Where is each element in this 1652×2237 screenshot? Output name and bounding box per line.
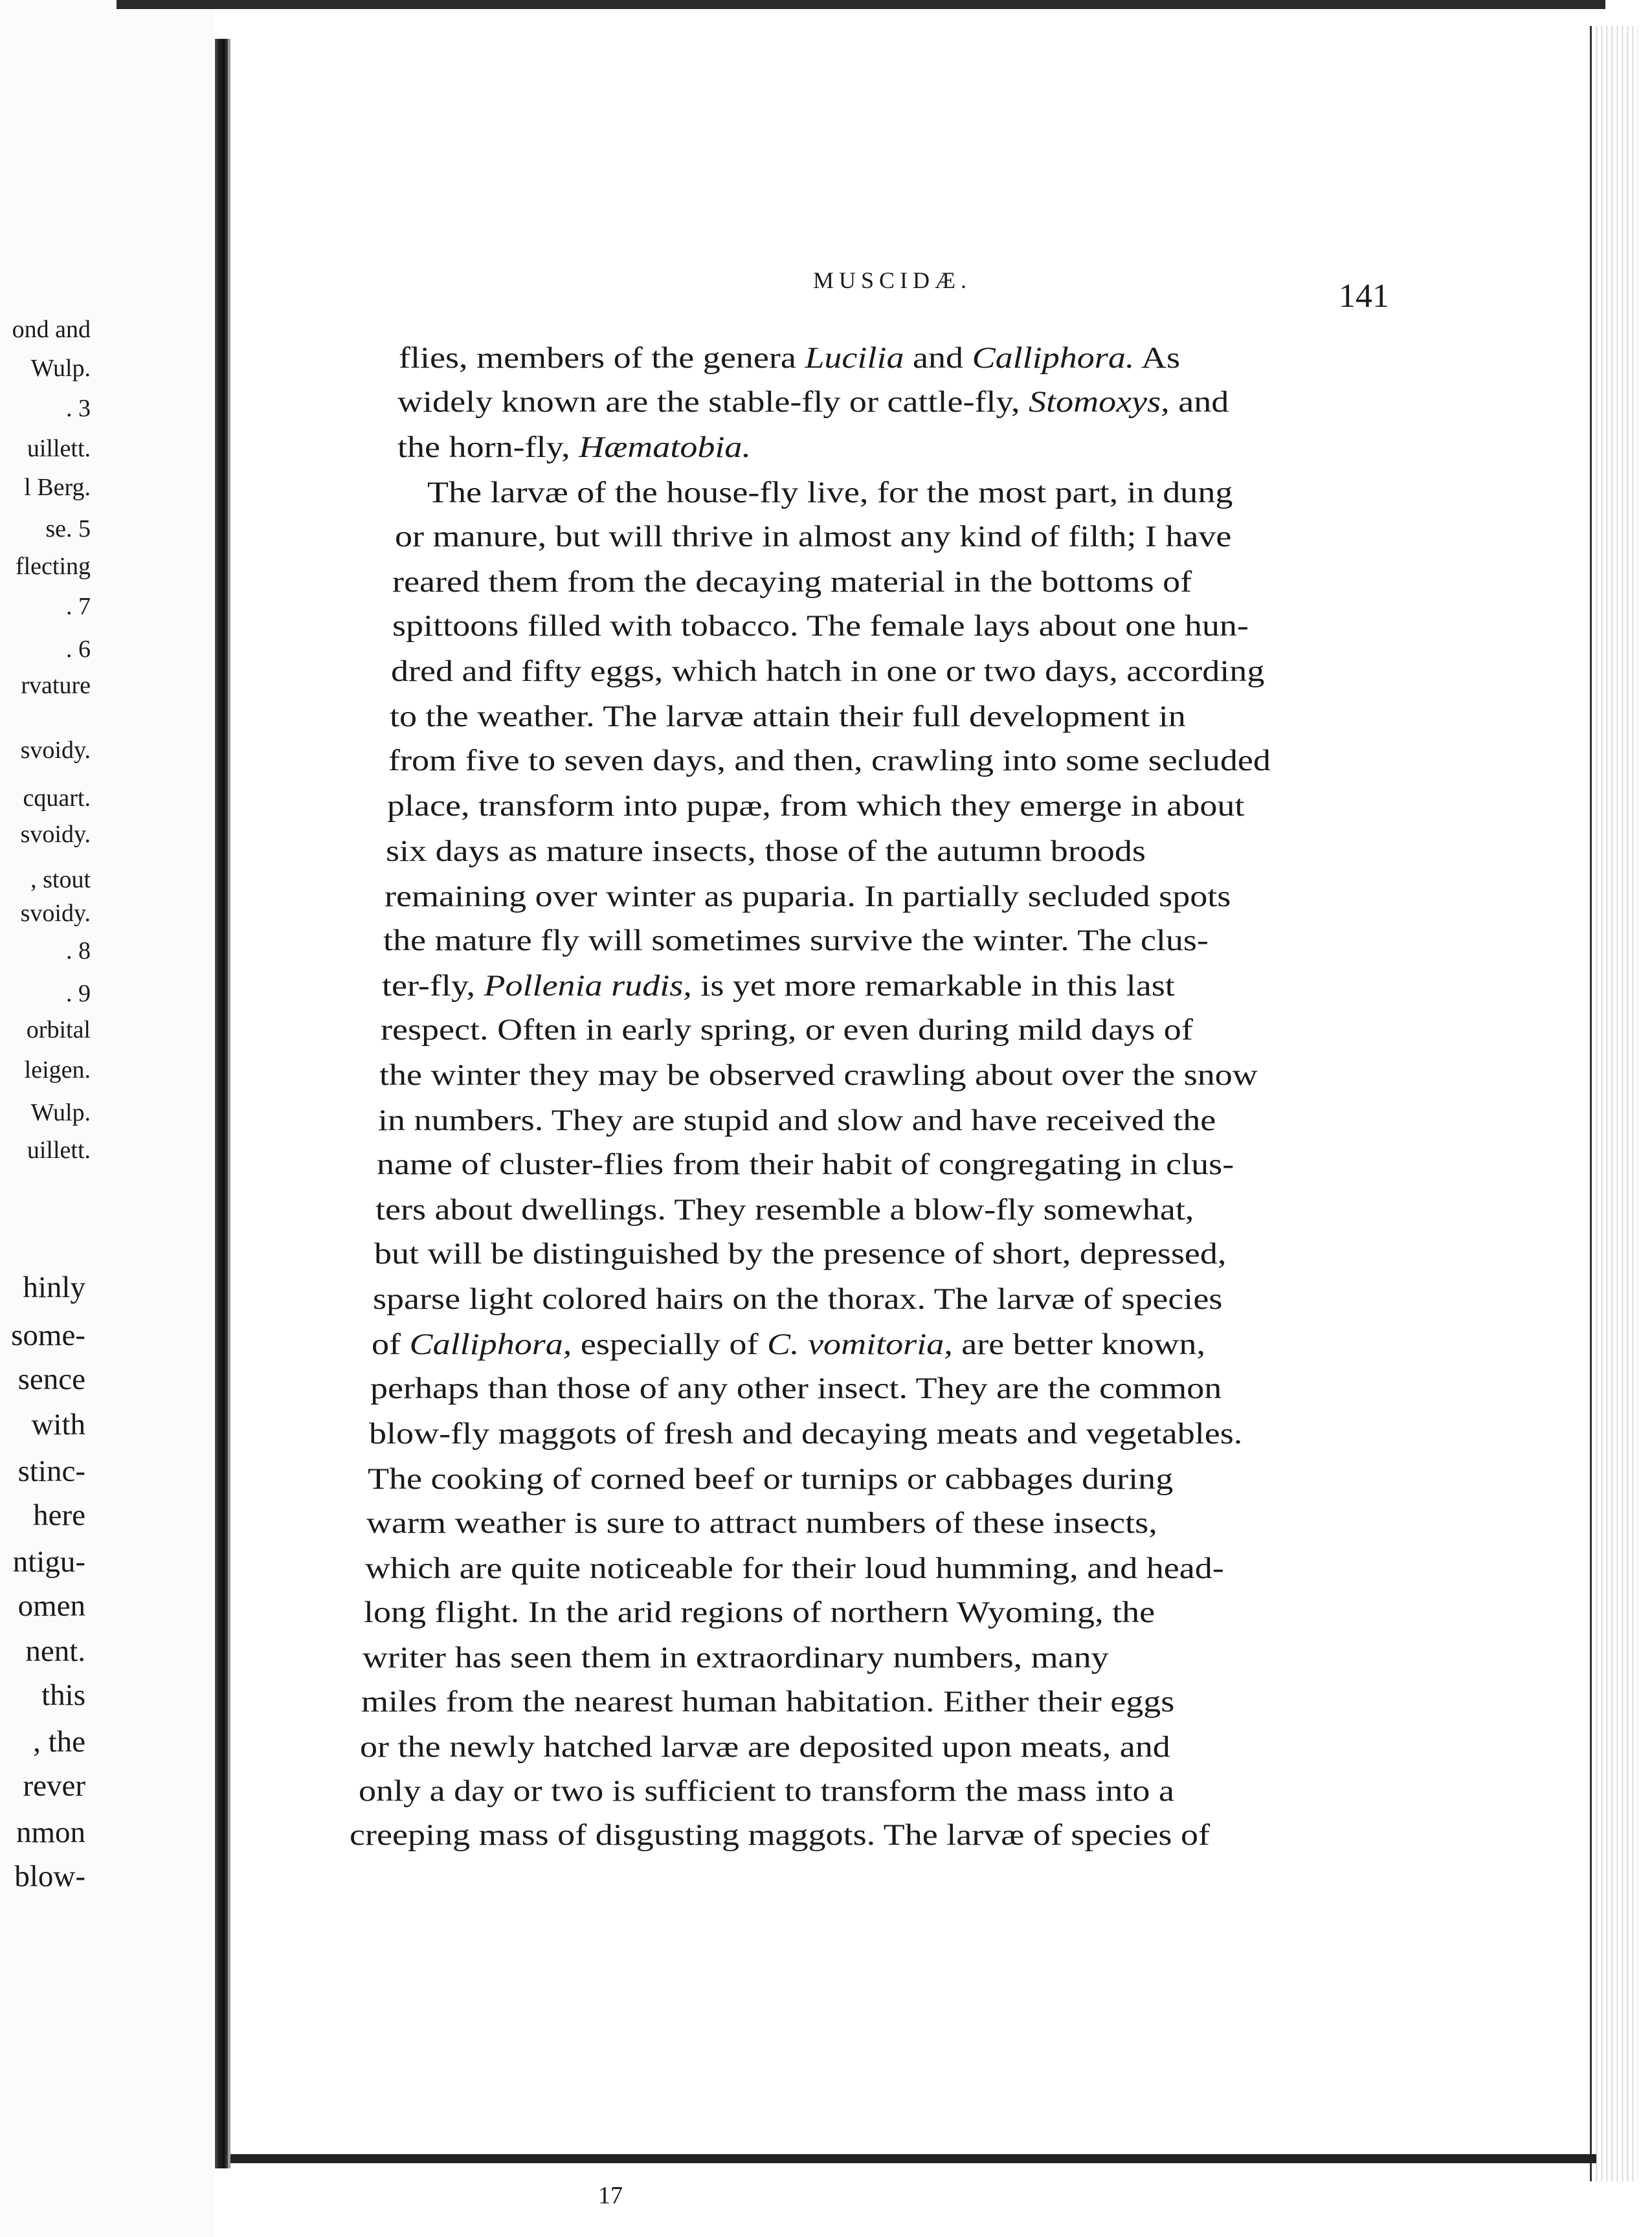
running-head: MUSCIDÆ. [813,267,972,293]
text-line: flies, members of the genera Lucilia and Calliphora. As [399,341,1180,375]
facing-page-line: this [41,1678,85,1712]
facing-page-line: nent. [25,1634,85,1668]
facing-page-line: flecting [15,553,91,580]
text-line: ters about dwellings. They resemble a blow-fly somewhat, [375,1193,1194,1227]
text-line: widely known are the stable-fly or cattle-fly, Stomoxys, and [397,385,1229,419]
facing-page-line: rvature [21,672,91,699]
signature-mark: 17 [598,2182,623,2209]
text-line: creeping mass of disgusting maggots. The larvæ of species of [350,1818,1210,1852]
facing-page-line: nmon [16,1816,85,1849]
facing-page-line: . 9 [66,980,91,1007]
text-line: long flight. In the arid regions of northern Wyoming, the [364,1596,1155,1629]
facing-page-line: , stout [30,866,91,893]
facing-page-line: hinly [23,1271,85,1304]
facing-page-line: some- [11,1319,85,1352]
facing-page-line: sence [17,1363,85,1396]
facing-page-line: leigen. [24,1056,91,1084]
facing-page-line: cquart. [23,785,91,812]
facing-page-line: with [31,1408,85,1441]
text-line: six days as mature insects, those of the autumn broods [386,834,1146,868]
text-line: but will be distinguished by the presence of short, depressed, [374,1237,1227,1271]
text-line: writer has seen them in extraordinary numbers, many [363,1641,1109,1675]
text-line: warm weather is sure to attract numbers of these insects, [366,1506,1157,1540]
bottom-scan-edge [230,2154,1596,2163]
text-line: respect. Often in early spring, or even during mild days of [381,1013,1193,1047]
text-line: blow-fly maggots of fresh and decaying meats and vegetables. [369,1417,1243,1451]
facing-page-line: uillett. [27,435,91,462]
facing-page-line: Wulp. [30,355,91,382]
top-scan-edge [117,0,1605,9]
facing-page-line: ond and [12,316,91,343]
facing-page-line: blow- [14,1860,85,1893]
facing-page-line: . 6 [66,636,91,663]
page-stack-edge [1592,26,1638,2181]
text-line: dred and fifty eggs, which hatch in one or two days, according [391,654,1265,688]
facing-page-line: rever [23,1769,85,1803]
text-line: the mature fly will sometimes survive the winter. The clus- [383,924,1209,957]
facing-page-line: se. 5 [45,515,91,542]
text-line: of Calliphora, especially of C. vomitoria, are better known, [372,1328,1205,1361]
text-line: spittoons filled with tobacco. The female lays about one hun- [392,609,1249,643]
text-line: from five to seven days, and then, crawling into some secluded [388,744,1271,777]
text-line: to the weather. The larvæ attain their full development in [390,700,1186,733]
text-line: The larvæ of the house-fly live, for the most part, in dung [427,476,1233,509]
facing-page-line: , the [33,1725,85,1759]
facing-page-line: here [33,1498,85,1532]
text-line: only a day or two is sufficient to transform the mass into a [359,1774,1174,1808]
text-line: ter-fly, Pollenia rudis, is yet more remarkable in this last [382,969,1175,1003]
facing-page-line: svoidy. [20,737,91,764]
text-line: place, transform into pupæ, from which they emerge in about [387,789,1245,823]
text-line: or manure, but will thrive in almost any kind of filth; I have [395,520,1232,553]
text-line: sparse light colored hairs on the thorax. The larvæ of species [373,1282,1223,1316]
page-number: 141 [1339,278,1389,315]
facing-page-fragment [0,0,214,2237]
text-line: which are quite noticeable for their loud humming, and head- [365,1552,1224,1585]
facing-page-line: svoidy. [20,821,91,848]
facing-page-line: Wulp. [30,1099,91,1126]
text-line: the winter they may be observed crawling about over the snow [379,1058,1258,1092]
page-edge-line [1590,26,1592,2181]
text-line: remaining over winter as puparia. In partially secluded spots [385,880,1231,913]
facing-page-line: orbital [26,1016,91,1043]
book-gutter [215,39,228,2168]
text-line: The cooking of corned beef or turnips or cabbages during [368,1462,1174,1496]
text-line: the horn-fly, Hæmatobia. [397,430,751,464]
text-line: reared them from the decaying material in the bottoms of [392,565,1192,599]
facing-page-line: . 8 [66,937,91,964]
facing-page-line: uillett. [27,1137,91,1164]
facing-page-line: omen [17,1589,85,1623]
facing-page-line: l Berg. [24,474,91,501]
facing-page-line: . 3 [66,395,91,422]
text-line: in numbers. They are stupid and slow and have received the [378,1104,1216,1137]
text-line: perhaps than those of any other insect. They are the common [370,1372,1222,1405]
text-line: or the newly hatched larvæ are deposited upon meats, and [360,1730,1170,1764]
facing-page-line: svoidy. [20,900,91,927]
facing-page-line: . 7 [66,593,91,620]
facing-page-line: stinc- [17,1454,85,1488]
text-line: miles from the nearest human habitation. Either their eggs [361,1685,1175,1719]
text-line: name of cluster-flies from their habit of congregating in clus- [377,1148,1234,1181]
facing-page-line: ntigu- [12,1545,85,1579]
